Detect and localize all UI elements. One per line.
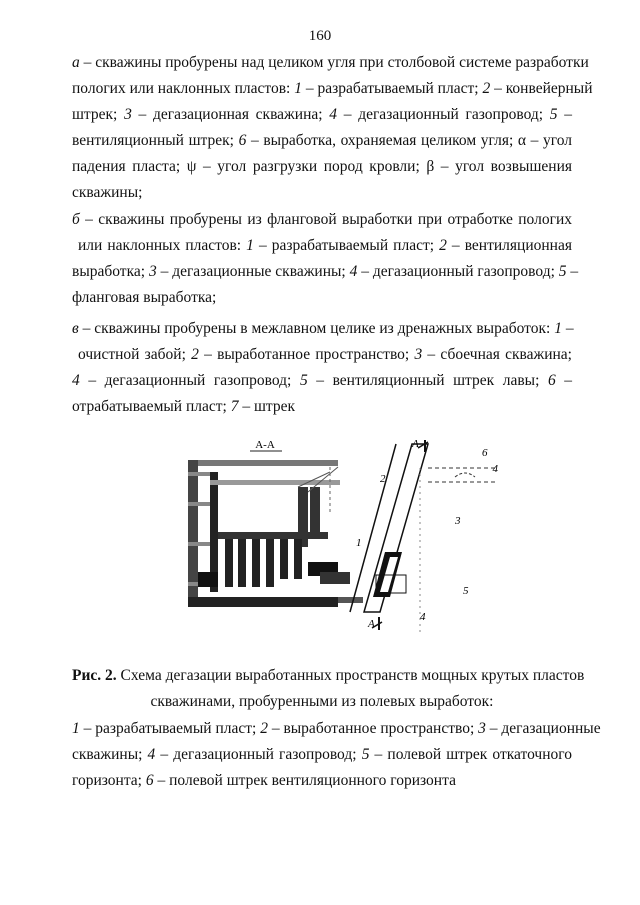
text-run: – дегазационные xyxy=(485,720,601,737)
italic-marker: 1 xyxy=(294,80,302,97)
text-run: – дегазационная скважина; xyxy=(131,106,330,123)
text-run: – конвейерный xyxy=(490,80,593,97)
text-run: очистной забой; xyxy=(78,346,192,363)
italic-marker: 5 xyxy=(558,263,567,280)
cut-label-top: А xyxy=(412,438,419,450)
text-run: – скважины пробурены в межлавном целике из дренажных выработок: xyxy=(78,320,555,337)
p2-line-1 xyxy=(72,207,572,233)
text-run: выработка; xyxy=(72,263,149,280)
cut-label-bottom: А xyxy=(368,618,375,630)
fig-num-3: 3 xyxy=(455,515,461,527)
text-run: – дегазационный газопровод; xyxy=(79,372,300,389)
italic-marker: 5 xyxy=(299,372,308,389)
italic-marker: б xyxy=(72,211,80,228)
text-run: – разрабатываемый пласт; xyxy=(79,720,261,737)
legend-line-3 xyxy=(72,768,572,794)
italic-marker: 7 xyxy=(230,398,239,415)
text-run: – скважины пробурены над целиком угля при столбовой системе разработки xyxy=(79,54,589,71)
inclined-seam-drawing xyxy=(350,438,499,632)
italic-marker: 1 xyxy=(554,320,562,337)
caption-prefix: Рис. 2. xyxy=(72,667,117,684)
text-run: горизонта; xyxy=(72,772,146,789)
section-a-a-drawing xyxy=(188,439,363,607)
figure-svg xyxy=(180,432,500,632)
fig-num-2: 2 xyxy=(380,473,386,485)
p3-line-1 xyxy=(72,316,572,342)
caption-line-2: скважинами, пробуренными из полевых выработок: xyxy=(150,693,494,710)
italic-marker: 1 xyxy=(72,720,80,737)
text-run: – дегазационный газопровод; xyxy=(337,106,550,123)
text-run: отрабатываемый пласт; xyxy=(72,398,231,415)
text-run: скважины; xyxy=(72,746,148,763)
text-run: падения пласта; ψ – угол разгрузки пород кровли; β – угол возвышения xyxy=(72,158,572,175)
italic-marker: 5 xyxy=(549,106,558,123)
figure-legend xyxy=(72,716,601,794)
text-run: – вентиляционная xyxy=(446,237,572,254)
italic-marker: 3 xyxy=(414,346,423,363)
italic-marker: 2 xyxy=(482,80,491,97)
caption-line-1: Схема дегазации выработанных пространств мощных крутых пластов xyxy=(116,667,585,684)
text-run: – скважины пробурены из фланговой выработки при отработке пологих xyxy=(79,211,572,228)
text-run: – выработка, охраняемая целиком угля; α – угол xyxy=(246,132,573,149)
p2-line-3 xyxy=(72,259,579,285)
fig-num-5: 5 xyxy=(463,585,469,597)
text-run: скважины; xyxy=(72,184,143,201)
text-run: – разрабатываемый пласт; xyxy=(253,237,440,254)
p2-line-4 xyxy=(72,285,572,311)
text-run: – дегазационные скважины; xyxy=(156,263,350,280)
italic-marker: в xyxy=(72,320,79,337)
italic-marker: 2 xyxy=(260,720,268,737)
p3-line-3 xyxy=(72,368,572,394)
p1-line-3 xyxy=(72,102,572,128)
figure-diagram xyxy=(180,432,500,632)
italic-marker: 5 xyxy=(361,746,370,763)
p3-line-2 xyxy=(72,342,572,368)
p1-line-1 xyxy=(72,50,589,76)
text-run: – xyxy=(566,263,579,280)
italic-marker: 4 xyxy=(329,106,338,123)
paragraph-b xyxy=(72,207,579,311)
text-run: – xyxy=(557,106,572,123)
paragraph-a xyxy=(72,50,593,206)
text-run: – полевой штрек вентиляционного горизонта xyxy=(153,772,456,789)
text-run: штрек; xyxy=(72,106,125,123)
p1-line-5 xyxy=(72,154,572,180)
text-run: – вентиляционный штрек лавы; xyxy=(307,372,548,389)
text-run: – xyxy=(555,372,573,389)
text-run: или наклонных пластов: xyxy=(78,237,247,254)
text-run: – xyxy=(561,320,574,337)
italic-marker: 1 xyxy=(246,237,254,254)
italic-marker: 3 xyxy=(478,720,486,737)
italic-marker: 3 xyxy=(148,263,157,280)
italic-marker: 2 xyxy=(191,346,199,363)
fig-num-4-top: 4 xyxy=(492,463,498,475)
italic-marker: 3 xyxy=(124,106,132,123)
text-run: – сбоечная скважина; xyxy=(422,346,572,363)
text-run: – выработанное пространство; xyxy=(267,720,479,737)
fig-num-4-bottom: 4 xyxy=(420,611,426,623)
italic-marker: 4 xyxy=(147,746,156,763)
text-run: – полевой штрек откаточного xyxy=(369,746,572,763)
italic-marker: 6 xyxy=(547,372,556,389)
text-run: – разрабатываемый пласт; xyxy=(301,80,483,97)
legend-line-1 xyxy=(72,716,601,742)
text-run: фланговая выработка; xyxy=(72,289,217,306)
italic-marker: 6 xyxy=(145,772,154,789)
italic-marker: 2 xyxy=(439,237,447,254)
figure-caption xyxy=(72,663,585,715)
legend-line-2 xyxy=(72,742,572,768)
paragraph-v xyxy=(72,316,572,420)
italic-marker: 4 xyxy=(349,263,358,280)
text-run: – выработанное пространство; xyxy=(198,346,415,363)
section-label: А-А xyxy=(255,439,275,451)
p3-line-4 xyxy=(72,394,572,420)
text-run: пологих или наклонных пластов: xyxy=(72,80,295,97)
p1-line-6 xyxy=(72,180,572,206)
p1-line-4 xyxy=(72,128,572,154)
page-number: 160 xyxy=(308,28,332,44)
text-run: – дегазационный газопровод; xyxy=(155,746,362,763)
italic-marker: а xyxy=(72,54,80,71)
italic-marker: 4 xyxy=(72,372,80,389)
text-run: вентиляционный штрек; xyxy=(72,132,239,149)
fig-num-1: 1 xyxy=(356,537,362,549)
text-run: – штрек xyxy=(238,398,296,415)
text-run: – дегазационный газопровод; xyxy=(357,263,559,280)
p2-line-2 xyxy=(72,233,572,259)
italic-marker: 6 xyxy=(238,132,247,149)
p1-line-2 xyxy=(72,76,593,102)
fig-num-6: 6 xyxy=(482,447,488,459)
